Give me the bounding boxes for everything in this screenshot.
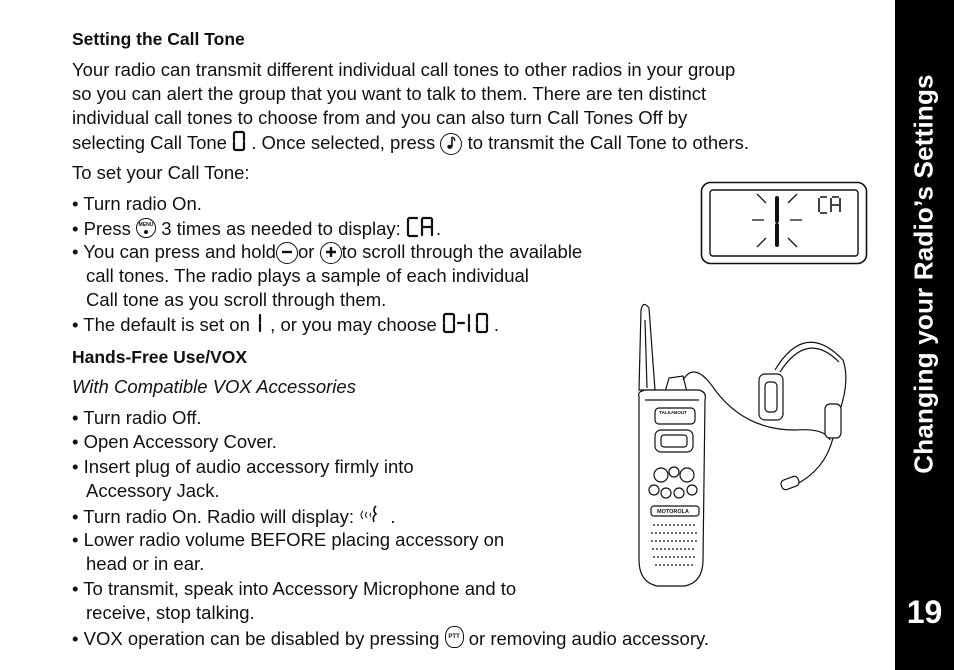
bullet-item: • To transmit, speak into Accessory Microphone and to: [72, 578, 517, 599]
bullet-item: [72, 312, 499, 338]
paragraph-text: selecting Call Tone: [72, 132, 227, 153]
bullet-text: • Press: [72, 218, 131, 239]
bullet-item: • Turn radio Off.: [72, 407, 202, 428]
bullet-text: • Turn radio On. Radio will display:: [72, 506, 355, 527]
section-subheading: With Compatible VOX Accessories: [72, 376, 356, 397]
bullet-text: .: [493, 314, 500, 335]
bullet-item: [72, 504, 395, 530]
bullet-text: 3 times as needed to display:: [161, 218, 401, 239]
bullet-text: , or you may choose: [270, 314, 437, 335]
lcd-ca-display-icon: [406, 216, 436, 238]
menu-button-icon: MENU: [136, 218, 156, 238]
instruction-intro: To set your Call Tone:: [72, 162, 250, 183]
paragraph-line: individual call tones to choose from and you can also turn Call Tones Off by: [72, 107, 688, 128]
chapter-title: Changing your Radio’s Settings: [908, 74, 939, 474]
bullet-item: [72, 240, 582, 265]
bullet-continuation: Call tone as you scroll through them.: [86, 289, 387, 310]
bullet-text: or removing audio accessory.: [468, 628, 709, 649]
bullet-text: .: [435, 218, 442, 239]
bullet-text: • VOX operation can be disabled by pressing: [72, 628, 440, 649]
paragraph-line: Your radio can transmit different individual call tones to other radios in your group: [72, 59, 736, 80]
lcd-range-0-10-icon: [442, 312, 494, 334]
paragraph-text: . Once selected, press: [251, 132, 436, 153]
bullet-item: • Insert plug of audio accessory firmly into: [72, 456, 414, 477]
radio-headset-illustration: [625, 300, 865, 600]
lcd-one-digit-icon: [255, 312, 265, 334]
bullet-continuation: Accessory Jack.: [86, 480, 220, 501]
plus-button-icon: [320, 242, 342, 264]
bullet-text: or: [297, 241, 315, 262]
bullet-continuation: receive, stop talking.: [86, 602, 255, 623]
paragraph-line: [72, 130, 749, 156]
bullet-item: [72, 626, 709, 652]
minus-button-icon: [276, 242, 298, 264]
paragraph-line: so you can alert the group that you want to talk to them. There are ten distinct: [72, 83, 707, 104]
bullet-text: to scroll through the available: [341, 241, 583, 262]
bullet-text: .: [390, 506, 396, 527]
call-button-icon: [440, 133, 462, 155]
section-heading-vox: Hands-Free Use/VOX: [72, 347, 248, 367]
bullet-item: [72, 216, 441, 242]
bullet-item: • Lower radio volume BEFORE placing accessory on: [72, 529, 505, 550]
bullet-item: • Turn radio On.: [72, 193, 202, 214]
svg-text:MOTOROLA: MOTOROLA: [657, 509, 689, 515]
page-number: 19: [906, 594, 943, 630]
bullet-continuation: call tones. The radio plays a sample of each individual: [86, 265, 529, 286]
bullet-continuation: head or in ear.: [86, 553, 205, 574]
svg-text:TALKABOUT: TALKABOUT: [659, 410, 687, 415]
ptt-button-icon: PTT: [445, 626, 464, 648]
lcd-display-illustration: [700, 181, 868, 265]
vox-icon: [359, 504, 385, 526]
bullet-text: • The default is set on: [72, 314, 250, 335]
paragraph-text: to transmit the Call Tone to others.: [467, 132, 749, 153]
section-heading-call-tone: Setting the Call Tone: [72, 29, 245, 49]
bullet-item: • Open Accessory Cover.: [72, 431, 277, 452]
bullet-text: • You can press and hold: [72, 241, 276, 262]
lcd-zero-digit-icon: [232, 130, 246, 152]
